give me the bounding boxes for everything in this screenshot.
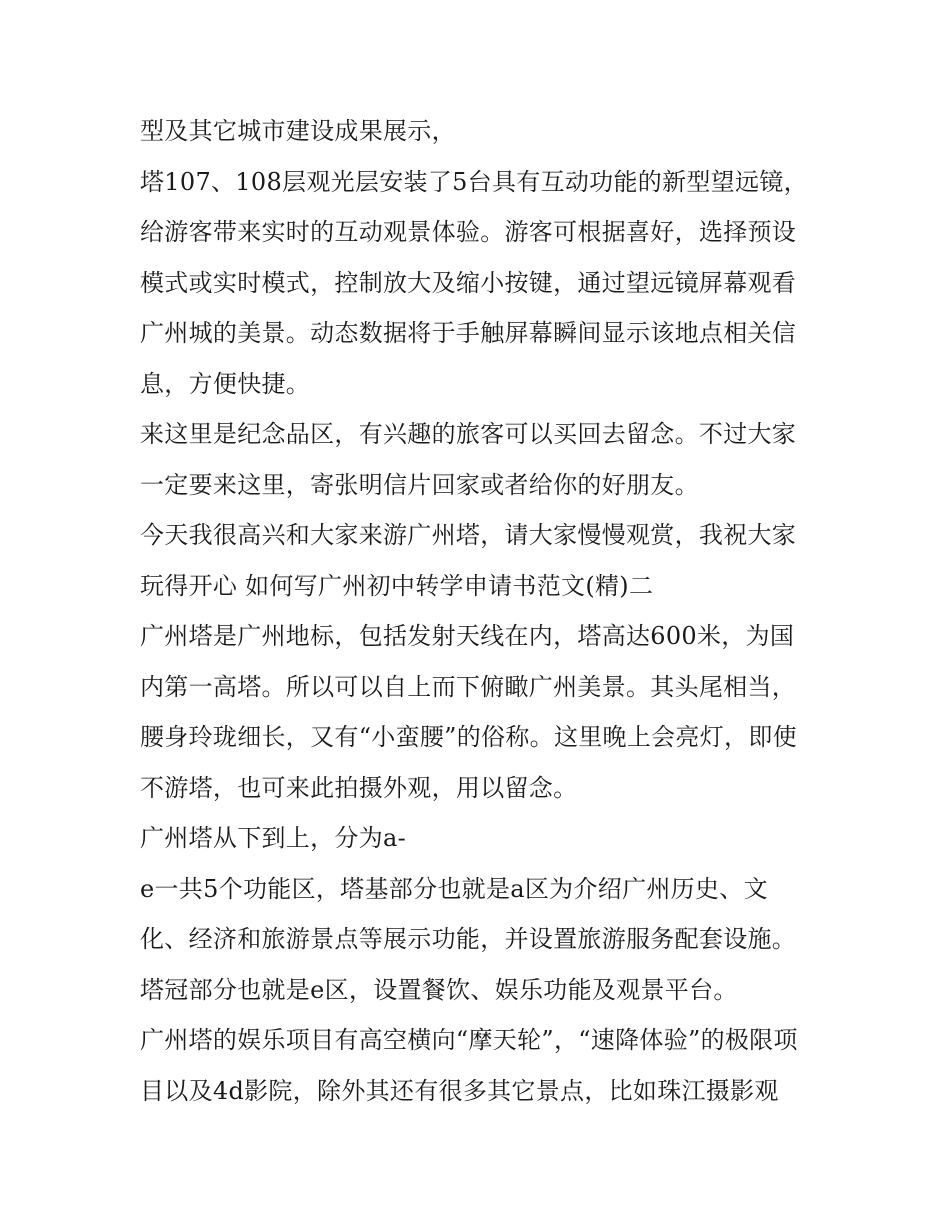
text-line-2: 塔107、108层观光层安装了5台具有互动功能的新型望远镜，: [140, 167, 808, 196]
text-line-10: 玩得开心 如何写广州初中转学申请书范文(精)二: [140, 571, 654, 600]
text-line-11: 广州塔是广州地标，包括发射天线在内，塔高达600米，为国: [140, 622, 795, 650]
text-line-19: 广州塔的娱乐项目有高空横向“摩天轮”，“速降体验”的极限项: [140, 1026, 798, 1054]
text-line-16: e一共5个功能区，塔基部分也就是a区为介绍广州历史、文: [140, 874, 768, 903]
text-line-12: 内第一高塔。所以可以自上而下俯瞰广州美景。其头尾相当，: [140, 672, 797, 701]
text-line-14: 不游塔，也可来此拍摄外观，用以留念。: [140, 773, 578, 802]
text-line-8: 一定要来这里，寄张明信片回家或者给你的好朋友。: [140, 470, 699, 499]
text-line-17: 化、经济和旅游景点等展示功能，并设置旅游服务配套设施。: [140, 925, 797, 953]
text-line-7: 来这里是纪念品区，有兴趣的旅客可以买回去留念。不过大家: [140, 420, 797, 448]
text-line-13: 腰身玲珑细长，又有“小蛮腰”的俗称。这里晚上会亮灯，即使: [140, 723, 797, 751]
text-line-1: 型及其它城市建设成果展示，: [140, 117, 456, 145]
text-line-5: 广州城的美景。动态数据将于手触屏幕瞬间显示该地点相关信: [140, 319, 797, 347]
document-body: [140, 106, 815, 1116]
text-line-18: 塔冠部分也就是e区，设置餐饮、娱乐功能及观景平台。: [140, 975, 738, 1004]
text-line-6: 息，方便快捷。: [140, 369, 311, 398]
text-line-20: 目以及4d影院，除外其还有很多其它景点，比如珠江摄影观: [140, 1076, 779, 1105]
text-line-15: 广州塔从下到上，分为a-: [140, 824, 407, 852]
text-line-3: 给游客带来实时的互动观景体验。游客可根据喜好，选择预设: [140, 218, 797, 246]
text-line-9: 今天我很高兴和大家来游广州塔，请大家慢慢观赏，我祝大家: [140, 521, 797, 549]
text-line-4: 模式或实时模式，控制放大及缩小按键，通过望远镜屏幕观看: [140, 268, 797, 297]
